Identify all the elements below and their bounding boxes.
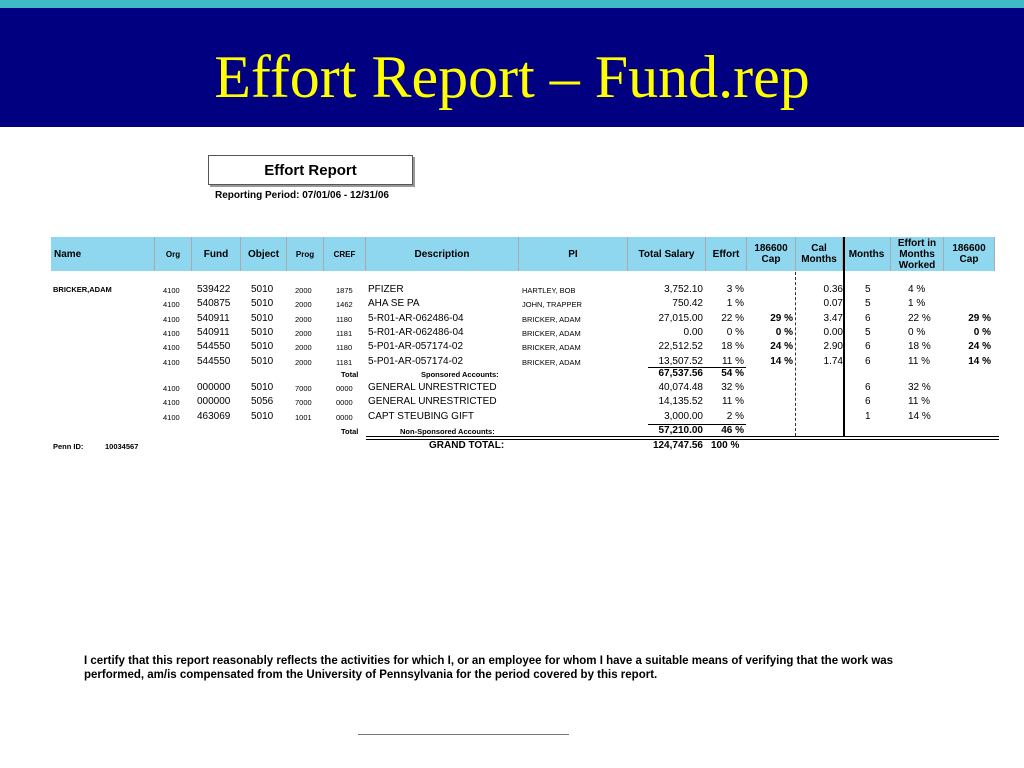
prog-cell: 2000 xyxy=(295,300,312,310)
months-cell: 5 xyxy=(865,284,871,295)
description-cell: 5-R01-AR-062486-04 xyxy=(368,312,464,324)
top-accent-stripe xyxy=(0,0,1024,8)
salary-cell: 40,074.48 xyxy=(658,382,703,393)
effort-months-cell: 18 % xyxy=(908,341,931,353)
fund-cell: 539422 xyxy=(197,284,231,295)
nonsponsored-total-salary: 57,210.00 xyxy=(658,425,703,436)
header-cal-months: Cal Months xyxy=(796,237,843,271)
effort-months-cell: 11 % xyxy=(908,396,931,408)
header-object: Object xyxy=(241,237,287,271)
sponsored-total-rule xyxy=(648,367,746,368)
grand-total-salary: 124,747.56 xyxy=(652,440,703,451)
effort-months-cell: 0 % xyxy=(908,326,926,338)
employee-name: BRICKER,ADAM xyxy=(53,285,112,294)
months-cell: 5 xyxy=(865,298,871,310)
header-pi: PI xyxy=(519,237,628,271)
description-cell: 5-R01-AR-062486-04 xyxy=(368,326,464,338)
description-cell: GENERAL UNRESTRICTED xyxy=(368,396,497,408)
reporting-period: Reporting Period: 07/01/06 - 12/31/06 xyxy=(215,190,389,201)
org-cell: 4100 xyxy=(163,328,180,338)
months-cell: 6 xyxy=(865,396,871,408)
months-cell: 6 xyxy=(865,312,871,324)
header-description: Description xyxy=(366,237,519,271)
effort-months-cell: 14 % xyxy=(908,410,931,422)
grand-total-label: GRAND TOTAL: xyxy=(429,440,505,451)
object-cell: 5010 xyxy=(251,284,274,295)
salary-cell: 14,135.52 xyxy=(658,396,703,408)
effort-cell: 11 % xyxy=(721,396,744,408)
months-cell: 6 xyxy=(865,382,871,393)
prog-cell: 2000 xyxy=(295,343,312,353)
pi-cell: BRICKER, ADAM xyxy=(522,357,581,367)
pi-cell: BRICKER, ADAM xyxy=(522,328,581,338)
org-cell: 4100 xyxy=(163,384,180,393)
months-cell: 5 xyxy=(865,326,871,338)
effort-cell: 18 % xyxy=(721,341,744,353)
header-name: Name xyxy=(51,237,155,271)
cal-months-cell: 0.07 xyxy=(823,298,843,310)
sponsored-total-effort: 54 % xyxy=(721,368,744,379)
salary-cell: 22,512.52 xyxy=(658,341,703,353)
header-cap-2: 186600 Cap xyxy=(944,237,995,271)
signature-line xyxy=(358,734,569,735)
header-cap-1: 186600 Cap xyxy=(747,237,796,271)
cap-cell: 0 % xyxy=(775,326,793,338)
prog-cell: 2000 xyxy=(295,286,312,295)
org-cell: 4100 xyxy=(163,300,180,310)
nonsponsored-total-effort: 46 % xyxy=(721,425,744,436)
description-cell: 5-P01-AR-057174-02 xyxy=(368,341,464,353)
effort-months-cell: 1 % xyxy=(908,298,926,310)
effort-cell: 32 % xyxy=(721,382,744,393)
cap-cell: 24 % xyxy=(770,341,793,353)
description-cell: AHA SE PA xyxy=(368,298,420,310)
fund-cell: 463069 xyxy=(197,410,231,422)
cap2-cell: 0 % xyxy=(973,326,991,338)
cal-months-cell: 0.00 xyxy=(823,326,843,338)
fund-cell: 000000 xyxy=(197,382,231,393)
pi-cell: BRICKER, ADAM xyxy=(522,314,581,324)
org-cell: 4100 xyxy=(163,357,180,367)
cal-months-cell: 2.90 xyxy=(823,341,843,353)
grand-total-effort: 100 % xyxy=(711,440,740,451)
header-total-salary: Total Salary xyxy=(628,237,706,271)
penn-id-label: Penn ID: xyxy=(53,442,84,451)
cal-months-cell: 0.36 xyxy=(823,284,843,295)
effort-months-cell: 22 % xyxy=(908,312,931,324)
sponsored-accounts-label: Sponsored Accounts: xyxy=(421,370,499,379)
months-cell: 6 xyxy=(865,341,871,353)
fund-cell: 540875 xyxy=(197,298,231,310)
effort-cell: 2 % xyxy=(726,410,744,422)
penn-id-value: 10034567 xyxy=(105,442,139,451)
object-cell: 5010 xyxy=(251,410,274,422)
cref-cell: 1180 xyxy=(336,343,353,353)
prog-cell: 2000 xyxy=(295,314,312,324)
cap-cell: 29 % xyxy=(770,312,793,324)
pi-cell: JOHN, TRAPPER xyxy=(522,300,582,310)
object-cell: 5010 xyxy=(251,312,274,324)
salary-cell: 27,015.00 xyxy=(658,312,703,324)
effort-cell: 1 % xyxy=(726,298,744,310)
cal-months-cell: 1.74 xyxy=(823,355,843,367)
object-cell: 5010 xyxy=(251,355,274,367)
prog-cell: 2000 xyxy=(295,357,312,367)
effort-cell: 3 % xyxy=(726,284,744,295)
description-cell: GENERAL UNRESTRICTED xyxy=(368,382,497,393)
months-cell: 6 xyxy=(865,355,871,367)
cref-cell: 1180 xyxy=(336,314,353,324)
prog-cell: 2000 xyxy=(295,328,312,338)
salary-cell: 13,507.52 xyxy=(658,355,703,367)
org-cell: 4100 xyxy=(163,398,180,408)
header-effort: Effort xyxy=(706,237,747,271)
nonsponsored-total-rule xyxy=(648,424,746,425)
header-prog: Prog xyxy=(287,237,324,271)
salary-cell: 3,000.00 xyxy=(664,410,703,422)
sponsored-total-salary: 67,537.56 xyxy=(658,368,703,379)
pi-cell: BRICKER, ADAM xyxy=(522,343,581,353)
nonsponsored-total-label: Total xyxy=(341,427,359,436)
effort-cell: 22 % xyxy=(721,312,744,324)
header-org: Org xyxy=(155,237,192,271)
cref-cell: 1181 xyxy=(336,328,353,338)
object-cell: 5010 xyxy=(251,341,274,353)
cap2-cell: 14 % xyxy=(968,355,991,367)
cap-cell: 14 % xyxy=(770,355,793,367)
description-cell: CAPT STEUBING GIFT xyxy=(368,410,474,422)
cref-cell: 1462 xyxy=(336,300,353,310)
description-cell: 5-P01-AR-057174-02 xyxy=(368,355,464,367)
cref-cell: 0000 xyxy=(336,398,353,408)
sponsored-total-label: Total xyxy=(341,370,359,379)
object-cell: 5056 xyxy=(251,396,274,408)
cap-divider-dashed xyxy=(795,272,796,436)
nonsponsored-accounts-label: Non-Sponsored Accounts: xyxy=(400,427,495,436)
object-cell: 5010 xyxy=(251,382,274,393)
salary-cell: 750.42 xyxy=(672,298,703,310)
cref-cell: 0000 xyxy=(336,412,353,422)
object-cell: 5010 xyxy=(251,298,274,310)
prog-cell: 7000 xyxy=(295,384,312,393)
fund-cell: 000000 xyxy=(197,396,231,408)
fund-cell: 544550 xyxy=(197,355,231,367)
header-effort-months-worked: Effort in Months Worked xyxy=(891,237,944,271)
effort-months-cell: 4 % xyxy=(908,284,926,295)
salary-cell: 3,752.10 xyxy=(664,284,703,295)
effort-months-cell: 32 % xyxy=(908,382,931,393)
header-months: Months xyxy=(843,237,891,271)
org-cell: 4100 xyxy=(163,286,180,295)
cap2-cell: 29 % xyxy=(968,312,991,324)
header-fund: Fund xyxy=(192,237,241,271)
cal-months-cell: 3.47 xyxy=(823,312,843,324)
certification-statement: I certify that this report reasonably reflects the activities for which I, or an employee for whom I have a suitable means of verifying that the work was performed, am/is compensated from the University of Pennsylvania for the period covered by this report. xyxy=(84,655,894,681)
prog-cell: 7000 xyxy=(295,398,312,408)
prog-cell: 1001 xyxy=(295,412,312,422)
pi-cell: HARTLEY, BOB xyxy=(522,286,576,295)
effort-cell: 11 % xyxy=(721,355,744,367)
cref-cell: 1181 xyxy=(336,357,353,367)
cref-cell: 1875 xyxy=(336,286,353,295)
fund-cell: 544550 xyxy=(197,341,231,353)
effort-cell: 0 % xyxy=(726,326,744,338)
report-title-box: Effort Report xyxy=(208,155,413,185)
fund-cell: 540911 xyxy=(197,312,230,324)
fund-cell: 540911 xyxy=(197,326,230,338)
header-cref: CREF xyxy=(324,237,366,271)
object-cell: 5010 xyxy=(251,326,274,338)
months-divider xyxy=(843,237,845,437)
effort-months-cell: 11 % xyxy=(908,355,931,367)
org-cell: 4100 xyxy=(163,343,180,353)
slide-title: Effort Report – Fund.rep xyxy=(214,44,810,110)
cap2-cell: 24 % xyxy=(968,341,991,353)
org-cell: 4100 xyxy=(163,412,180,422)
salary-cell: 0.00 xyxy=(683,326,703,338)
months-cell: 1 xyxy=(865,410,871,422)
org-cell: 4100 xyxy=(163,314,180,324)
cref-cell: 0000 xyxy=(336,384,353,393)
description-cell: PFIZER xyxy=(368,284,404,295)
